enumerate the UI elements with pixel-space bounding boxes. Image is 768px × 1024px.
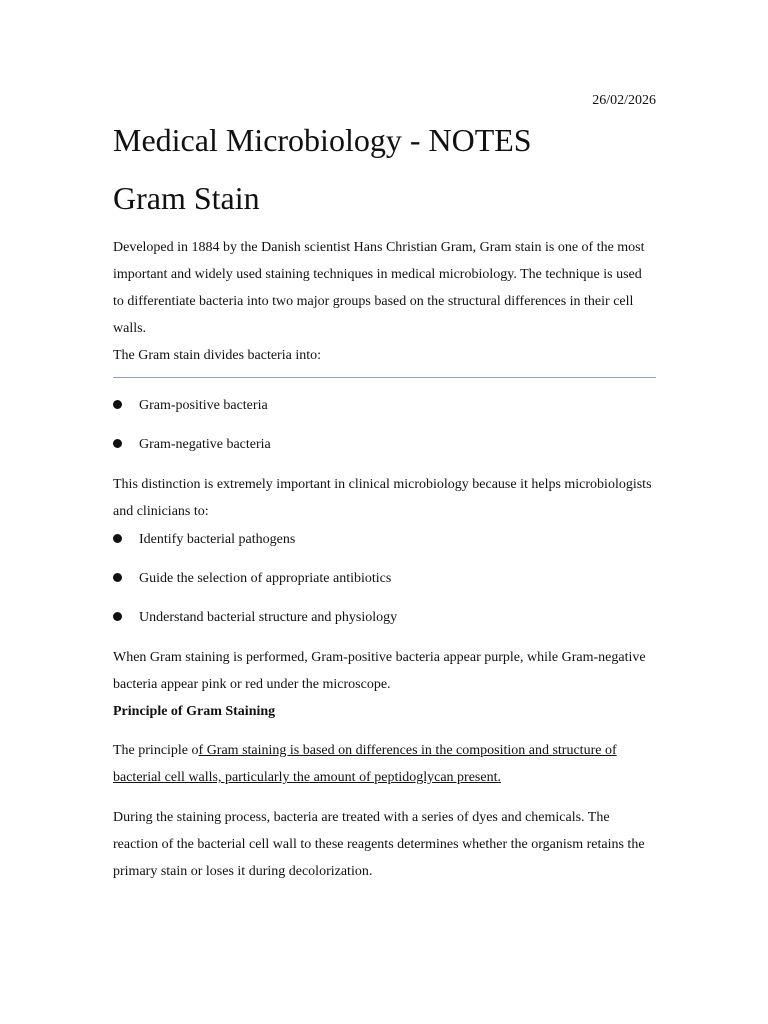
bullet-icon — [113, 439, 122, 448]
list-item-text: Understand bacterial structure and physiology — [139, 610, 398, 625]
horizontal-divider — [113, 377, 656, 378]
document-page — [113, 88, 656, 885]
list-item — [113, 526, 656, 553]
uses-list — [113, 526, 656, 631]
list-item — [113, 604, 656, 631]
bullet-icon — [113, 612, 122, 621]
bacteria-groups-list — [113, 392, 656, 458]
list-item — [113, 565, 656, 592]
principle-paragraph — [113, 737, 656, 791]
principle-prefix: The principle o — [113, 743, 199, 758]
list-item-text: Gram-positive bacteria — [139, 398, 268, 413]
document-title: Medical Microbiology - NOTES — [113, 122, 532, 158]
bullet-icon — [113, 400, 122, 409]
list-item — [113, 431, 656, 458]
principle-underlined-text: f Gram staining is based on differences in the composition and structure of bacterial cell walls, particularly the amount of peptidoglycan present. — [113, 743, 617, 785]
bullet-icon — [113, 534, 122, 543]
list-item — [113, 392, 656, 419]
list-item-text: Gram-negative bacteria — [139, 437, 271, 452]
principle-heading: Principle of Gram Staining — [113, 704, 276, 719]
list-item-text: Guide the selection of appropriate antibiotics — [139, 571, 392, 586]
section-title: Gram Stain — [113, 180, 260, 216]
intro-paragraph — [113, 234, 656, 369]
process-paragraph: During the staining process, bacteria are treated with a series of dyes and chemicals. The reaction of the bacterial cell wall to these reagents determines whether the organism retains the primary stain or loses it during decolorization. — [113, 810, 645, 879]
document-date: 26/02/2026 — [592, 93, 656, 108]
divides-line: The Gram stain divides bacteria into: — [113, 348, 321, 363]
bullet-icon — [113, 573, 122, 582]
colors-paragraph: When Gram staining is performed, Gram-positive bacteria appear purple, while Gram-negative bacteria appear pink or red under the microscope. — [113, 650, 646, 692]
intro-text: Developed in 1884 by the Danish scientist Hans Christian Gram, Gram stain is one of the most important and widely used staining techniques in medical microbiology. The technique is used to differentiate bacteria into two major groups based on the structural differences in their cell walls. — [113, 240, 645, 336]
distinction-paragraph: This distinction is extremely important in clinical microbiology because it helps microbiologists and clinicians to: — [113, 477, 652, 519]
list-item-text: Identify bacterial pathogens — [139, 532, 296, 547]
